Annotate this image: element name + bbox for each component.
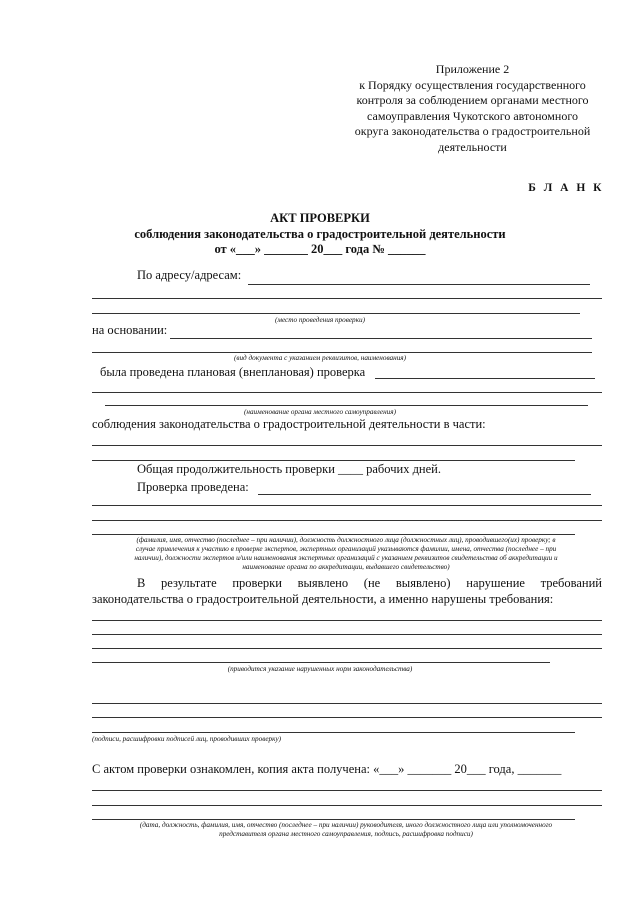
compliance-fill-line	[92, 460, 575, 461]
document-subtitle: соблюдения законодательства о градостроительной деятельности	[134, 227, 506, 241]
caption-line: (фамилия, имя, отчество (последнее – при наличии), должность должностного лица (должностных лиц), проводившего(их) проверку; в	[136, 536, 556, 544]
address-fill-line	[92, 298, 602, 299]
conducted-caption	[90, 536, 602, 572]
signatures-fill-line	[92, 732, 575, 733]
conducted-label: Проверка проведена:	[137, 480, 249, 494]
blank-label: Б Л А Н К	[528, 182, 604, 194]
result-fill-line	[92, 634, 602, 635]
address-fill-line	[248, 284, 590, 285]
address-label: По адресу/адресам:	[137, 268, 242, 282]
caption-line: (дата, должность, фамилия, имя, отчество (последнее – при наличии) руководителя, иного должностного лица или уполномоченного	[139, 821, 553, 829]
signatures-fill-line	[92, 717, 602, 718]
address-fill-line	[92, 313, 580, 314]
document-date-number: от «___» _______ 20___ года № ______	[214, 242, 426, 256]
document-title: АКТ ПРОВЕРКИ	[270, 211, 370, 225]
inspection-fill-line	[375, 378, 595, 379]
norms-caption: (приводится указание нарушенных норм законодательства)	[227, 665, 413, 673]
compliance-fill-line	[92, 445, 602, 446]
acquainted-fill-line	[92, 805, 602, 806]
basis-fill-line	[170, 338, 592, 339]
result-fill-line	[92, 620, 602, 621]
acquainted-fill-line	[92, 790, 602, 791]
appendix-line: Приложение 2	[435, 62, 510, 76]
duration-label: Общая продолжительность проверки ____ рабочих дней.	[137, 462, 441, 476]
appendix-line: деятельности	[438, 139, 507, 154]
appendix-line: самоуправления Чукотского автономного	[367, 108, 578, 123]
appendix-header	[340, 62, 605, 155]
acquainted-fill-line	[92, 819, 575, 820]
result-fill-line	[92, 662, 550, 663]
inspection-fill-line	[105, 405, 588, 406]
caption-line: представителя органа местного самоуправления, подпись, расшифровка подписи)	[219, 830, 473, 838]
conducted-fill-line	[92, 534, 575, 535]
conducted-fill-line	[92, 505, 602, 506]
conducted-fill-line	[258, 494, 591, 495]
inspection-label: была проведена плановая (внеплановая) проверка	[100, 365, 366, 379]
conducted-fill-line	[92, 520, 602, 521]
caption-line: наличии), должности экспертов и/или наименования экспертных организаций с указанием реквизитов свидетельства об аккредитации и	[134, 554, 558, 562]
result-text-line1: В результате проверки выявлено (не выявлено) нарушение требований	[137, 576, 602, 590]
acquainted-label: С актом проверки ознакомлен, копия акта получена: «___» _______ 20___ года, _______	[92, 762, 562, 776]
caption-line: наименование органа по аккредитации, выдавшего свидетельство)	[242, 563, 450, 571]
signatures-caption: (подписи, расшифровки подписей лиц, проводивших проверку)	[92, 735, 282, 743]
basis-fill-line	[92, 352, 592, 353]
appendix-line: округа законодательства о градостроительной	[354, 124, 591, 138]
address-caption: (место проведения проверки)	[274, 316, 365, 324]
basis-caption: (вид документа с указанием реквизитов, наименования)	[233, 354, 407, 362]
inspection-fill-line	[92, 392, 602, 393]
appendix-line: к Порядку осуществления государственного	[359, 77, 586, 92]
final-caption	[90, 821, 602, 839]
inspection-caption: (наименование органа местного самоуправления)	[244, 408, 396, 416]
result-text-line2: законодательства о градостроительной деятельности, а именно нарушены требования:	[92, 592, 554, 606]
signatures-fill-line	[92, 703, 602, 704]
result-fill-line	[92, 648, 602, 649]
appendix-line: контроля за соблюдением органами местного	[356, 93, 589, 107]
caption-line: случае привлечения к участию в проверке экспертов, экспертных организаций указываются фамилии, имена, отчества (последнее – при	[135, 545, 557, 553]
basis-label: на основании:	[92, 323, 168, 337]
compliance-label: соблюдения законодательства о градостроительной деятельности в части:	[92, 417, 486, 431]
